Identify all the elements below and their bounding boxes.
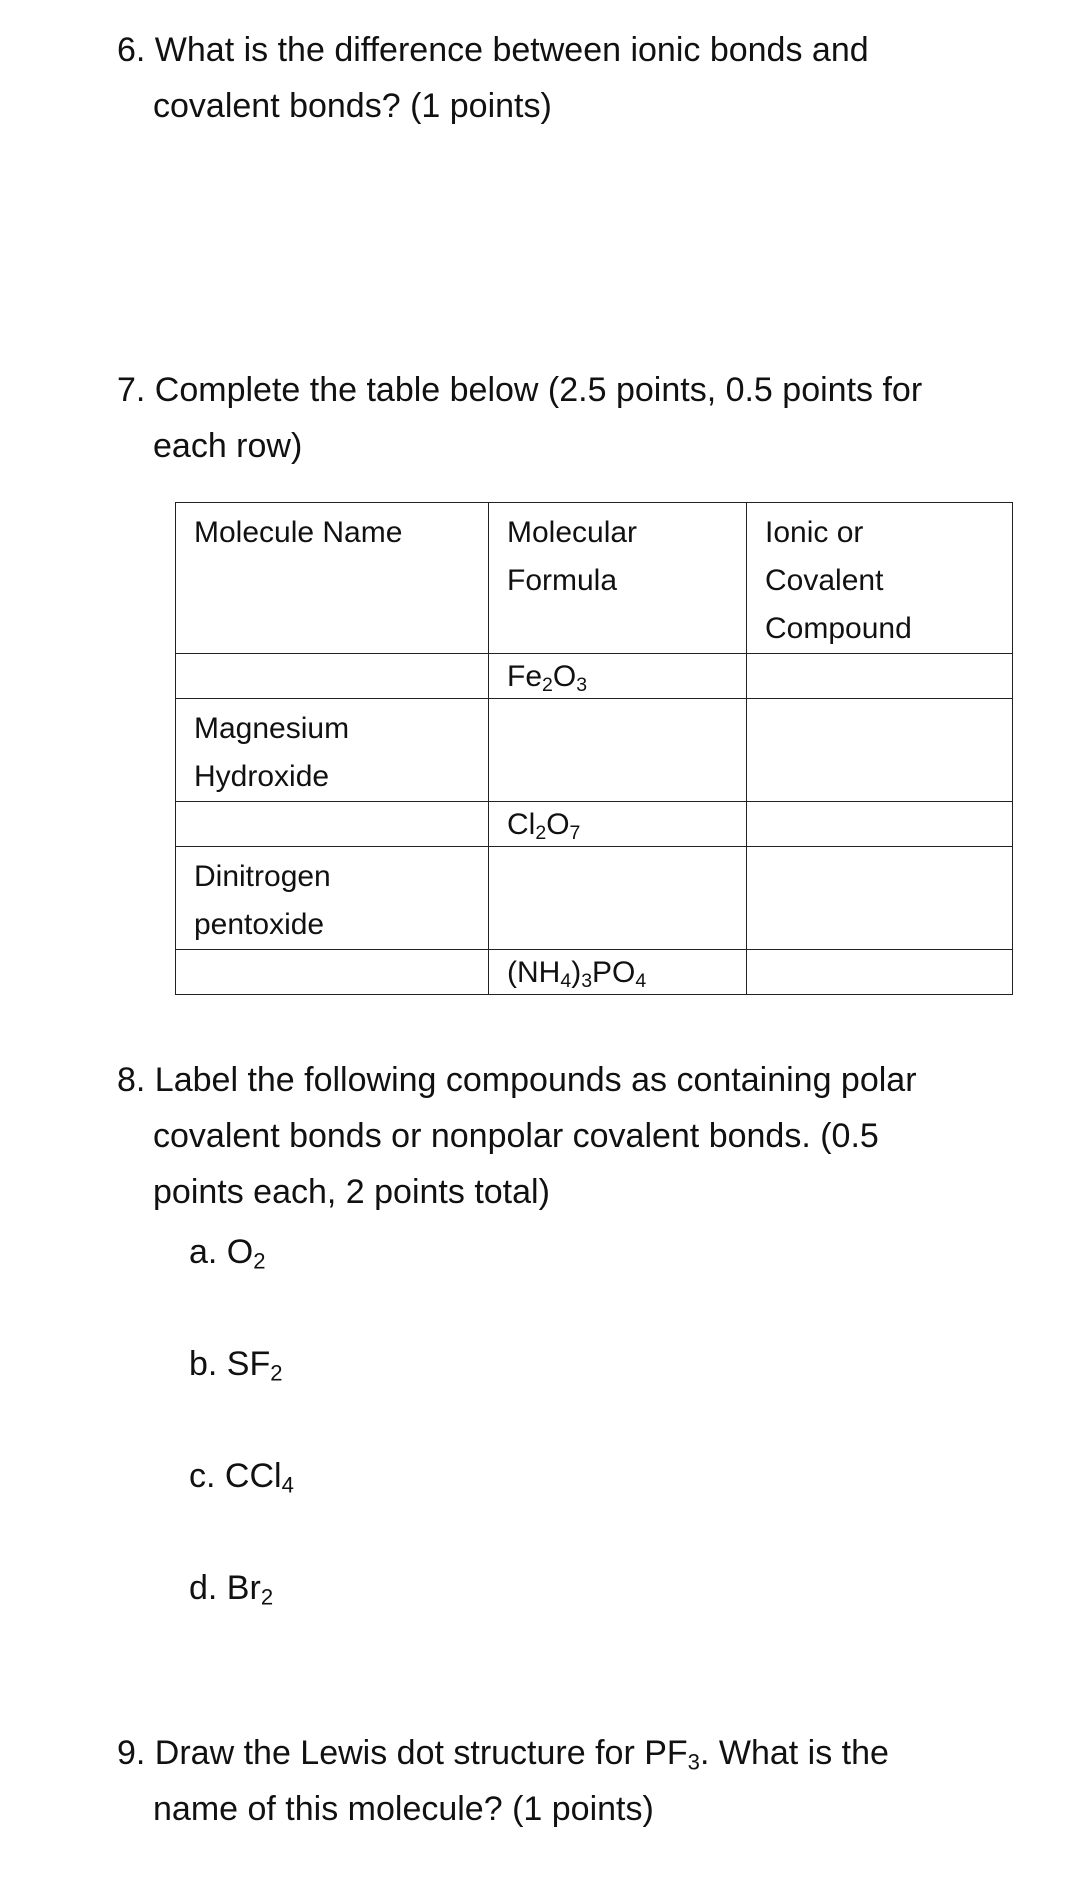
formula-subscript: 3: [576, 673, 588, 696]
question-8-line-2: covalent bonds or nonpolar covalent bonds. (0.5: [153, 1117, 879, 1155]
question-7: [117, 362, 922, 474]
table-row: [176, 847, 1013, 950]
question-8-option-d: d. $Br_2$: [189, 1569, 274, 1610]
question-8-line-1: 8. Label the following compounds as containing polar: [117, 1061, 917, 1099]
formula-subscript: 7: [569, 821, 581, 844]
table-row: [176, 950, 1013, 995]
formula-subscript: 3: [581, 969, 593, 992]
formula-cell: [489, 950, 747, 995]
question-7-line-1: 7. Complete the table below (2.5 points, 0.5 points for: [117, 371, 923, 409]
formula-text: O: [546, 808, 570, 841]
question-8-line-3: points each, 2 points total): [153, 1173, 550, 1211]
bond-type-cell[interactable]: [747, 802, 1013, 847]
molecule-name-cell: Dinitrogen pentoxide: [176, 847, 489, 950]
molecule-name-cell[interactable]: [176, 654, 489, 699]
formula-subscript: 4: [560, 969, 572, 992]
formula-text: ): [571, 956, 582, 989]
bond-type-cell[interactable]: [747, 847, 1013, 950]
question-6-line-1: 6. What is the difference between ionic bonds and: [117, 31, 869, 69]
formula-text: Fe: [507, 660, 543, 693]
formula-cell: [489, 654, 747, 699]
header-molecular-formula: Molecular Formula: [489, 503, 747, 654]
table-row: [176, 654, 1013, 699]
header-ionic-or-covalent: Ionic or Covalent Compound: [747, 503, 1013, 654]
formula-text: PO: [592, 956, 636, 989]
table-row: [176, 699, 1013, 802]
formula-cell[interactable]: [489, 699, 747, 802]
question-9-line-1: 9. Draw the Lewis dot structure for $PF_3$. What is the: [117, 1734, 889, 1775]
formula-text: (NH: [507, 956, 561, 989]
molecule-name-cell[interactable]: [176, 802, 489, 847]
formula-text: O: [552, 660, 577, 693]
bond-type-cell[interactable]: [747, 654, 1013, 699]
formula-subscript: 2: [542, 673, 553, 696]
question-7-line-2: each row): [153, 427, 303, 465]
formula-cell[interactable]: [489, 847, 747, 950]
formula-text: Cl: [507, 808, 536, 841]
question-6-line-2: covalent bonds? (1 points): [153, 87, 552, 125]
header-molecule-name: Molecule Name: [176, 503, 489, 654]
question-6: [117, 22, 869, 134]
molecule-name-cell: Magnesium Hydroxide: [176, 699, 489, 802]
question-8-option-c: c. CCl$_4$: [189, 1457, 294, 1498]
table-row: [176, 802, 1013, 847]
question-8-option-a: a. $O_2$: [189, 1233, 266, 1274]
formula-cell: [489, 802, 747, 847]
question-9: [117, 1725, 889, 1837]
table-header-row: [176, 503, 1013, 654]
formula-subscript: 4: [635, 969, 647, 992]
question-9-line-2: name of this molecule? (1 points): [153, 1790, 654, 1828]
compound-table: [175, 502, 1013, 995]
question-8: [117, 1052, 917, 1220]
question-8-option-b: b. $SF_2$: [189, 1345, 283, 1386]
bond-type-cell[interactable]: [747, 950, 1013, 995]
bond-type-cell[interactable]: [747, 699, 1013, 802]
molecule-name-cell[interactable]: [176, 950, 489, 995]
formula-subscript: 2: [535, 821, 547, 844]
